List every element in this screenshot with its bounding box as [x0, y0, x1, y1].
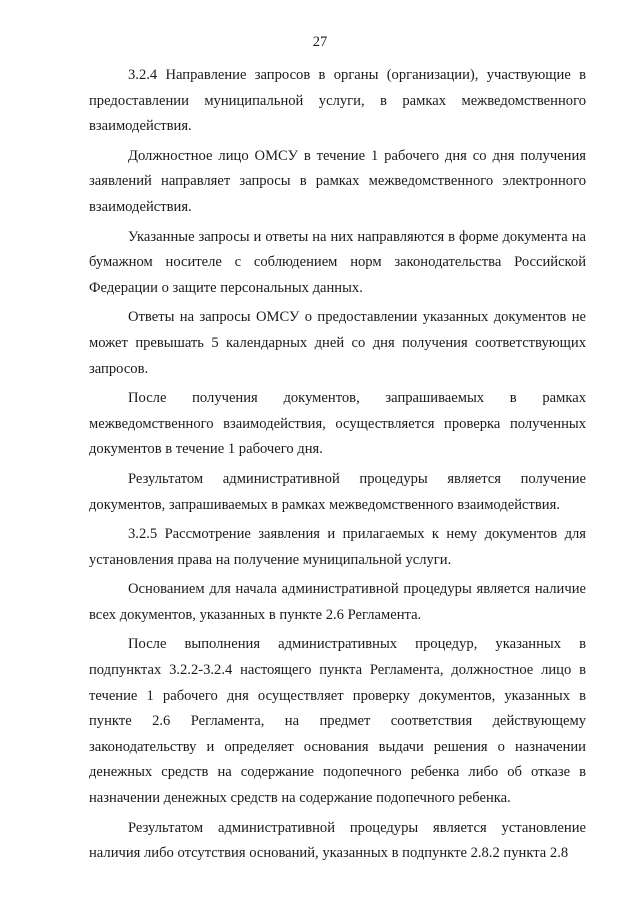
paragraph-3-2-5-heading: 3.2.5 Рассмотрение заявления и прилагаемых к нему документов для установления права на получение муниципальной услуги. — [89, 526, 586, 568]
page-body — [89, 63, 586, 871]
paragraph-procedure-result-2: Результатом административной процедуры является установление наличия либо отсутствия оснований, указанных в подпункте 2.8.2 пункта 2.8 — [89, 819, 586, 862]
paragraph-procedure-basis: Основанием для начала административной процедуры является наличие всех документов, указанных в пункте 2.6 Регламента. — [89, 581, 586, 623]
paragraph-paper-form: Указанные запросы и ответы на них направляются в форме документа на бумажном носителе с соблюдением норм законодательства Российской Федерации о защите персональных данных. — [89, 228, 586, 296]
paragraph-response-term: Ответы на запросы ОМСУ о предоставлении указанных документов не может превышать 5 календарных дней со дня получения соответствующих запросов. — [89, 309, 586, 377]
page-number: 27 — [312, 34, 328, 50]
paragraph-3-2-4-heading: 3.2.4 Направление запросов в органы (организации), участвующие в предоставлении муниципальной услуги, в рамках межведомственного взаимодействия. — [89, 67, 586, 135]
paragraph-official-requests: Должностное лицо ОМСУ в течение 1 рабочего дня со дня получения заявлений направляет запросы в рамках межведомственного электронного взаимодействия. — [89, 147, 586, 215]
paragraph-documents-check: После получения документов, запрашиваемых в рамках межведомственного взаимодействия, осуществляется проверка полученных документов в течение 1 рабочего дня. — [89, 390, 586, 458]
paragraph-procedure-result-1: Результатом административной процедуры является получение документов, запрашиваемых в рамках межведомственного взаимодействия. — [89, 470, 586, 513]
paragraph-verification: После выполнения административных процедур, указанных в подпунктах 3.2.2-3.2.4 настоящего пункта Регламента, должностное лицо в течение 1 рабочего дня осуществляет проверку документов, указанных в пункте 2.6 Регламента, на предмет соответствия действующему законодательству и определяет основания выдачи решения о назначении денежных средств на содержание подопечного ребенка либо об отказе в назначении денежных средств на содержание подопечного ребенка. — [89, 636, 586, 807]
